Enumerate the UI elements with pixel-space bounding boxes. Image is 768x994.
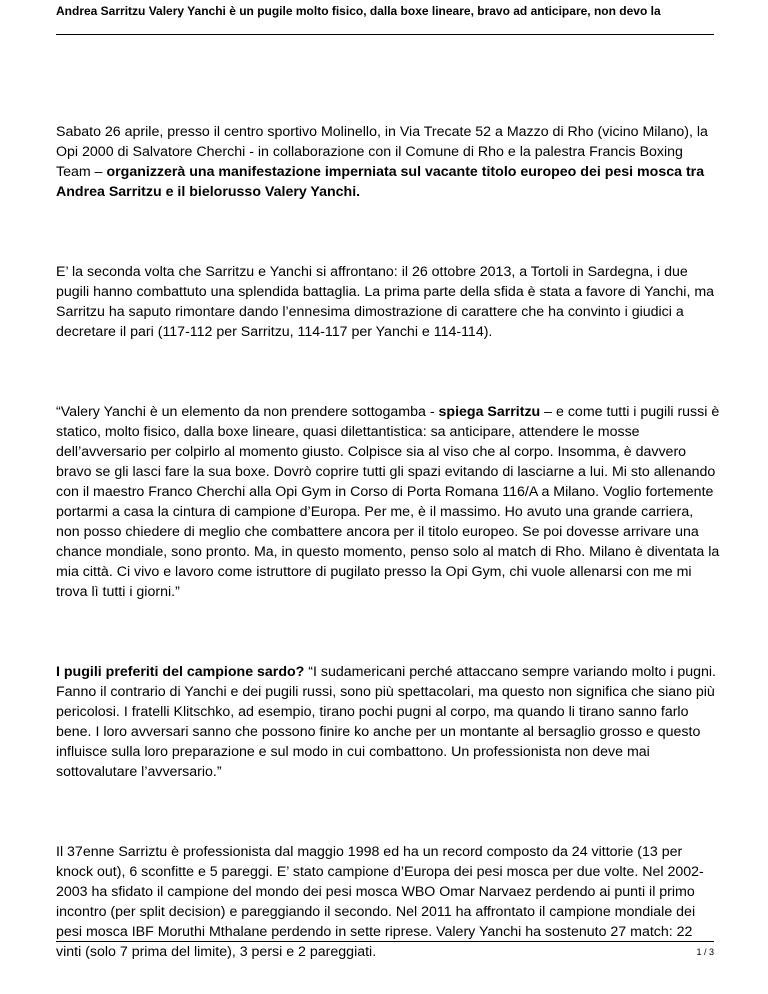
paragraph-bold-text: organizzerà una manifestazione imperniata sul vacante titolo europeo dei pesi mosca tra Andrea Sarritzu e il bielorusso Valery Yanchi. (56, 164, 705, 200)
paragraph-text: Il 37enne Sarriztu è professionista dal maggio 1998 ed ha un record composto da 24 vittorie (13 per knock out), 6 sconfitte e 5 pareggi. E’ stato campione d’Europa dei pesi mosca per due volte. Nel 2002-2003 ha sfidato il campione del mondo dei pesi mosca WBO Omar Narvaez perdendo ai punti il primo incontro (per split decision) e pareggiando il secondo. Nel 2011 ha affrontato il campione mondiale dei pesi mosca IBF Moruthi Mthalane perdendo in sette riprese. Valery Yanchi ha sostenuto 27 match: 22 vinti (solo 7 prima del limite), 3 persi e 2 pareggiati. (56, 844, 704, 960)
article-body (56, 122, 720, 962)
paragraph-bold-text: spiega Sarritzu (438, 404, 541, 420)
paragraph-text: – e come tutti i pugili russi è statico, molto fisico, dalla boxe lineare, quasi dilettantistica: sa anticipare, attendere le mosse dell’avversario per colpirlo al momento giusto. Colpisce sia al viso che al corpo. Insomma, è davvero bravo se gli lasci fare la sua boxe. Dovrò coprire tutti gli spazi evitando di lasciarne a lui. Mi sto allenando con il maestro Franco Cherchi alla Opi Gym in Corso di Porta Romana 116/A a Milano. Voglio fortemente portarmi a casa la cintura di campione d’Europa. Per me, è il massimo. Ho avuto una grande carriera, non posso chiedere di meglio che combattere ancora per il titolo europeo. Se poi dovesse arrivare una chance mondiale, sono pronto. Ma, in questo momento, penso solo al match di Rho. Milano è diventata la mia città. Ci vivo e lavoro come istruttore di pugilato presso la Opi Gym, chi vuole allenarsi con me mi trova lì tutti i giorni.” (56, 404, 720, 600)
paragraph-text: E’ la seconda volta che Sarritzu e Yanchi si affrontano: il 26 ottobre 2013, a Tortoli in Sardegna, i due pugili hanno combattuto una splendida battaglia. La prima parte della sfida è stata a favore di Yanchi, ma Sarritzu ha saputo rimontare dando l’ennesima dimostrazione di carattere che ha convinto i giudici a decretare il pari (117-112 per Sarritzu, 114-117 per Yanchi e 114-114). (56, 264, 715, 340)
paragraph-text: Sabato 26 aprile, presso il centro sportivo Molinello, in Via Trecate 52 a Mazzo di Rho (vicino Milano), la Opi 2000 di Salvatore Cherchi - in collaborazione con il Comune di Rho e la palestra Francis Boxing Team – (56, 124, 708, 180)
page-number: 1 / 3 (696, 947, 714, 957)
paragraph-text: “Valery Yanchi è un elemento da non prendere sottogamba - (56, 404, 439, 420)
header-divider (56, 34, 714, 35)
paragraph-bold-text: I pugili preferiti del campione sardo? (56, 664, 305, 680)
footer-divider (56, 941, 714, 942)
paragraph-event (56, 122, 720, 202)
paragraph-quote (56, 402, 720, 602)
page-header-title: Andrea Sarritzu Valery Yanchi è un pugile molto fisico, dalla boxe lineare, bravo ad anticipare, non devo la (56, 4, 661, 18)
paragraph-text: “I sudamericani perché attaccano sempre variando molto i pugni. Fanno il contrario di Yanchi e dei pugili russi, sono più spettacolari, ma questo non significa che siano più pericolosi. I fratelli Klitschko, ad esempio, tirano pochi pugni al corpo, ma quando li tirano sanno farlo bene. I loro avversari sanno che possono finire ko anche per un montante al bersaglio grosso e questo influisce sulla loro preparazione e sul modo in cui combattono. Un professionista non deve mai sottovalutare l’avversario.” (56, 664, 716, 780)
paragraph-previous-fight (56, 262, 720, 342)
paragraph-favorite-boxers (56, 662, 720, 782)
paragraph-record (56, 842, 720, 962)
